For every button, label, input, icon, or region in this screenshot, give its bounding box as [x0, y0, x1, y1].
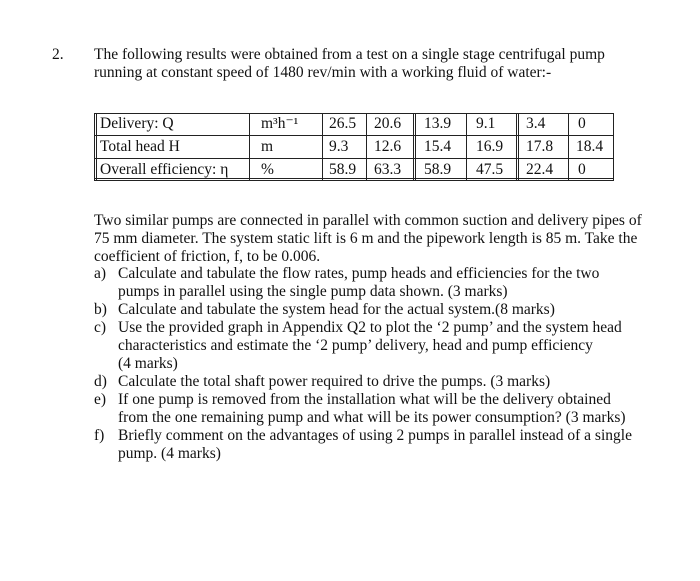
value-cell: 26.5 [329, 115, 357, 132]
table-border-top [94, 113, 614, 114]
table-border-right [613, 113, 614, 181]
paragraph-line: 75 mm diameter. The system static lift is 6 m and the pipework length is 85 m. Take the [94, 230, 638, 247]
part-marker: a) [94, 265, 107, 282]
paragraph-line: Two similar pumps are connected in parallel with common suction and delivery pipes of [94, 212, 642, 229]
table-col-divider [413, 113, 416, 181]
part-line: from the one remaining pump and what will be its power consumption? (3 marks) [118, 409, 626, 426]
part-line: Calculate the total shaft power required to drive the pumps. (3 marks) [118, 373, 551, 390]
unit-head: m [261, 138, 274, 155]
question-parts-list [94, 265, 664, 463]
part-marker: b) [94, 301, 107, 318]
value-cell: 22.4 [526, 161, 554, 178]
part-line: characteristics and estimate the ‘2 pump’ delivery, head and pump efficiency [118, 337, 593, 354]
table-col-divider [516, 113, 519, 181]
question-part-d [94, 373, 664, 391]
part-line: Briefly comment on the advantages of using 2 pumps in parallel instead of a single [118, 427, 632, 444]
part-marker: d) [94, 373, 107, 390]
table-row-divider [94, 158, 614, 159]
question-number: 2. [52, 46, 64, 63]
question-intro [94, 46, 654, 82]
value-cell: 58.9 [329, 161, 357, 178]
part-marker: e) [94, 391, 107, 408]
row-label-delivery: Delivery: Q [100, 115, 174, 132]
table-border-bottom [94, 178, 614, 181]
row-label-head: Total head H [100, 138, 180, 155]
intro-line: running at constant speed of 1480 rev/min with a working fluid of water:- [94, 64, 552, 81]
part-line: (4 marks) [118, 355, 178, 372]
system-description [94, 212, 664, 266]
part-marker: c) [94, 319, 107, 336]
table-col-divider [249, 113, 250, 181]
value-cell: 9.3 [329, 138, 349, 155]
part-line: pumps in parallel using the single pump data shown. (3 marks) [118, 283, 508, 300]
pump-test-table [94, 113, 614, 181]
value-cell: 20.6 [374, 115, 402, 132]
value-cell: 3.4 [526, 115, 546, 132]
question-part-f [94, 427, 664, 463]
row-label-efficiency: Overall efficiency: η [100, 161, 229, 178]
value-cell: 17.8 [526, 138, 554, 155]
question-part-e [94, 391, 664, 427]
value-cell: 16.9 [476, 138, 504, 155]
part-line: If one pump is removed from the installation what will be the delivery obtained [118, 391, 611, 408]
value-cell: 63.3 [374, 161, 402, 178]
table-row-divider [94, 135, 614, 136]
part-line: Calculate and tabulate the system head for the actual system.(8 marks) [118, 301, 555, 318]
table-col-divider [466, 113, 467, 181]
table-border-left [94, 113, 97, 181]
paragraph-line: coefficient of friction, f, to be 0.006. [94, 248, 321, 265]
value-cell: 58.9 [424, 161, 452, 178]
value-cell: 0 [578, 161, 586, 178]
part-line: Use the provided graph in Appendix Q2 to plot the ‘2 pump’ and the system head [118, 319, 622, 336]
table-col-divider [366, 113, 367, 181]
question-part-a [94, 265, 664, 301]
unit-efficiency: % [261, 161, 274, 178]
value-cell: 0 [578, 115, 586, 132]
question-part-c [94, 319, 664, 373]
part-line: Calculate and tabulate the flow rates, pump heads and efficiencies for the two [118, 265, 600, 282]
value-cell: 9.1 [476, 115, 496, 132]
value-cell: 15.4 [424, 138, 452, 155]
question-part-b [94, 301, 664, 319]
table-col-divider [568, 113, 569, 181]
value-cell: 47.5 [476, 161, 504, 178]
value-cell: 12.6 [374, 138, 402, 155]
part-marker: f) [94, 427, 105, 444]
part-line: pump. (4 marks) [118, 445, 221, 462]
unit-delivery: m³h⁻¹ [261, 115, 299, 132]
table-col-divider [322, 113, 323, 181]
intro-line: The following results were obtained from a test on a single stage centrifugal pump [94, 46, 605, 63]
value-cell: 13.9 [424, 115, 452, 132]
value-cell: 18.4 [576, 138, 604, 155]
